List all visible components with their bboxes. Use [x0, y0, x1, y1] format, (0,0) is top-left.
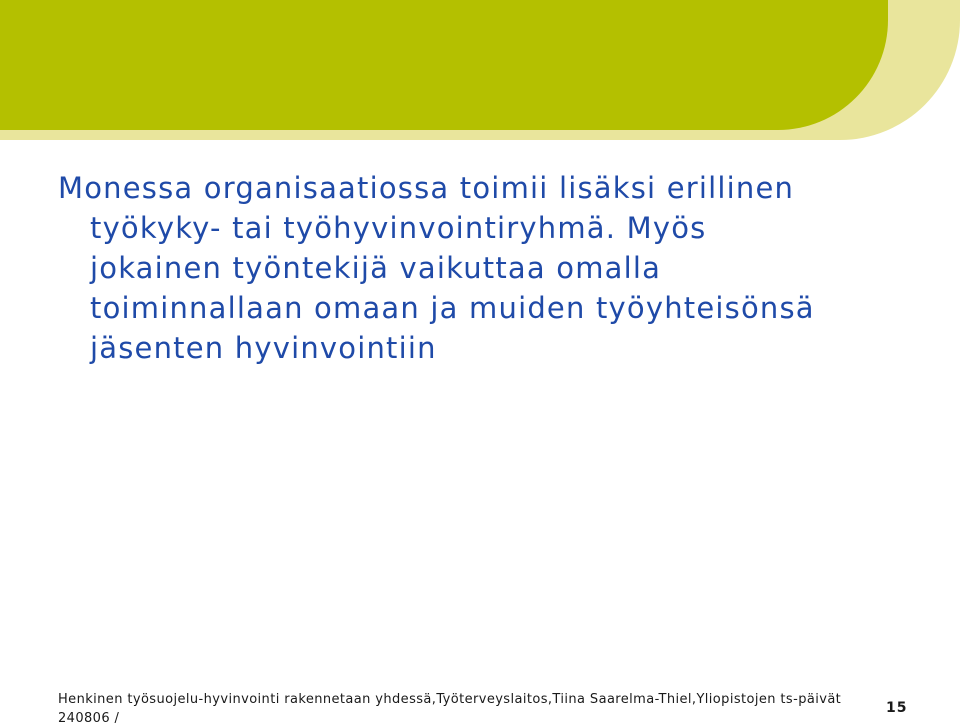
body-line-1: Monessa organisaatiossa toimii lisäksi erillinen: [58, 171, 795, 205]
slide-footer: [58, 690, 858, 728]
body-line-3: jokainen työntekijä vaikuttaa omalla: [90, 251, 662, 285]
slide-body-text: [58, 168, 938, 368]
header-banner: [0, 0, 888, 130]
footer-line-1: Henkinen työsuojelu-hyvinvointi rakennetaan yhdessä,Työterveyslaitos,Tiina Saarelma-Thiel,Yliopistojen ts-päivät: [58, 692, 842, 707]
page-number: 15: [886, 700, 908, 716]
body-line-5: jäsenten hyvinvointiin: [90, 331, 437, 365]
footer-line-2: 240806 /: [58, 711, 120, 726]
body-line-2: työkyky- tai työhyvinvointiryhmä. Myös: [90, 211, 707, 245]
body-line-4: toiminnallaan omaan ja muiden työyhteisönsä: [90, 291, 815, 325]
